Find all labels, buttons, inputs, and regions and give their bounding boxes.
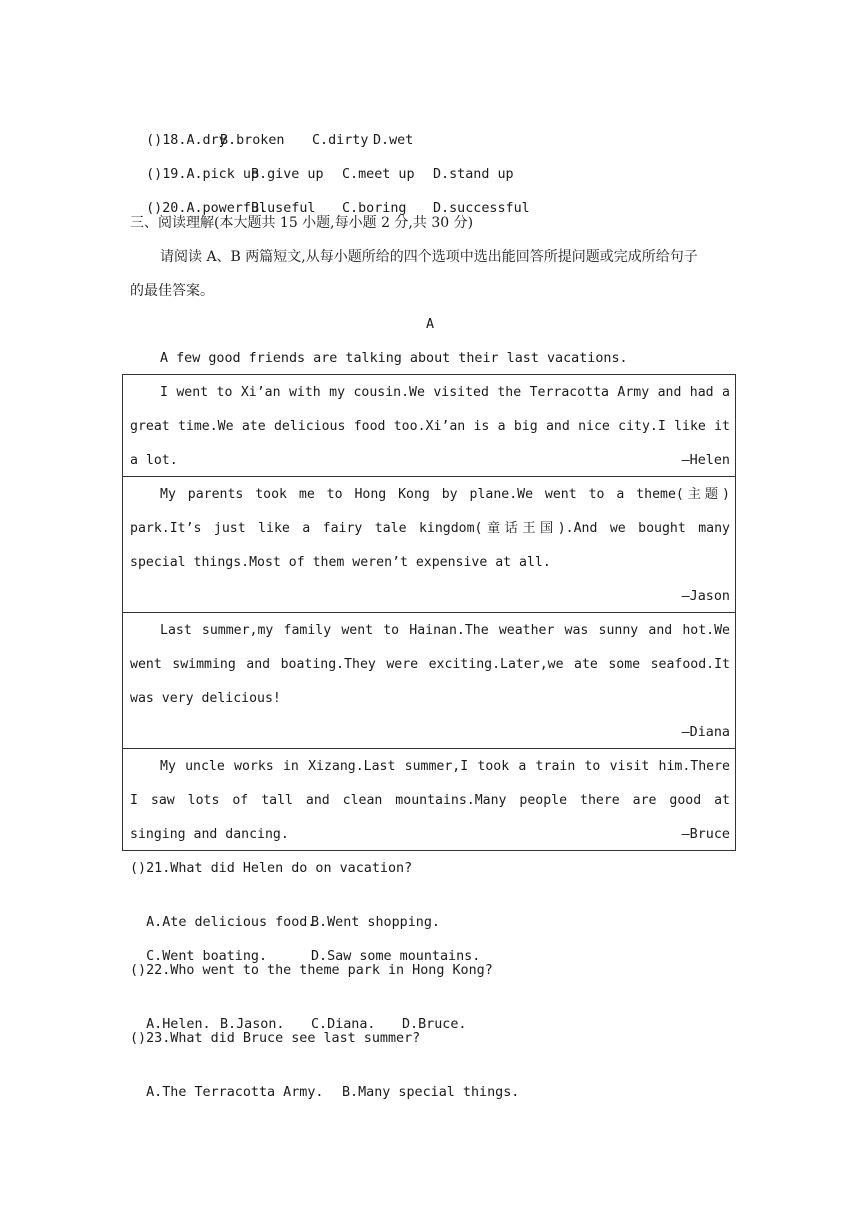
option-a: A.Helen. (146, 1017, 211, 1032)
story-jason: My parents took me to Hong Kong by plane.We went to a theme(主题) park.It’s just like a fairy tale kingdom(童话王国).And we bought many special things.Most of them weren’t expensive at all. (130, 487, 730, 570)
option-a: A.Ate delicious food. (146, 915, 316, 930)
option-b: B.useful (251, 201, 316, 216)
option-d: D.Bruce. (402, 1017, 467, 1032)
story-author: —Bruce (681, 827, 730, 842)
option-b: B.broken (220, 133, 285, 148)
option-d: D.successful (433, 201, 530, 216)
story-bruce: My uncle works in Xizang.Last summer,I took a train to visit him.There I saw lots of tall and clean mountains.Many people there are good at singing and dancing. (130, 759, 730, 842)
question-23-options (130, 1063, 520, 1100)
story-author: —Diana (681, 725, 730, 740)
section-heading: 三、阅读理解(本大题共 15 小题,每小题 2 分,共 30 分) (130, 215, 474, 231)
option-d: D.wet (373, 133, 414, 148)
option-a: A.dry (186, 133, 227, 148)
question-21: ()21.What did Helen do on vacation? (130, 861, 413, 876)
option-b: B.Jason. (220, 1017, 285, 1032)
story-diana: Last summer,my family went to Hainan.The weather was sunny and hot.We went swimming and boating.They were exciting.Later,we ate some seafood.It was very delicious! (130, 623, 730, 706)
question-number: ()18. (146, 133, 187, 148)
option-b: B.Went shopping. (311, 915, 440, 930)
question-21-options-ab (130, 893, 440, 930)
question-19 (130, 145, 514, 182)
section-instruction-line1: 请阅读 A、B 两篇短文,从每小题所给的四个选项中选出能回答所提问题或完成所给句子 (160, 249, 698, 265)
option-c: C.boring (342, 201, 407, 216)
question-22-options (130, 995, 467, 1032)
question-23: ()23.What did Bruce see last summer? (130, 1031, 421, 1046)
section-instruction-line2: 的最佳答案。 (130, 283, 214, 299)
option-c: C.meet up (342, 167, 415, 182)
option-c: C.Went boating. (146, 949, 268, 964)
question-21-options-cd (130, 927, 481, 964)
box-divider (122, 612, 736, 613)
story-author: —Jason (681, 589, 730, 604)
option-a: A.powerful (186, 201, 268, 216)
passage-label: A (425, 317, 435, 332)
box-divider (122, 748, 736, 749)
option-d: D.stand up (433, 167, 514, 182)
question-20 (130, 179, 530, 216)
question-number: ()20. (146, 201, 187, 216)
story-helen: I went to Xi’an with my cousin.We visited the Terracotta Army and had a great time.We ate delicious food too.Xi’an is a big and nice city.I like it a lot. (130, 385, 730, 468)
option-d: D.Saw some mountains. (311, 949, 481, 964)
passage-intro: A few good friends are talking about their last vacations. (160, 351, 628, 366)
option-c: C.Diana. (311, 1017, 376, 1032)
option-a: A.The Terracotta Army. (146, 1085, 324, 1100)
question-18 (130, 111, 414, 148)
story-author: —Helen (681, 453, 730, 468)
option-b: B.Many special things. (342, 1085, 520, 1100)
option-b: B.give up (251, 167, 324, 182)
question-number: ()19. (146, 167, 187, 182)
option-a: A.pick up (186, 167, 259, 182)
question-22: ()22.Who went to the theme park in Hong Kong? (130, 963, 493, 978)
option-c: C.dirty (312, 133, 369, 148)
